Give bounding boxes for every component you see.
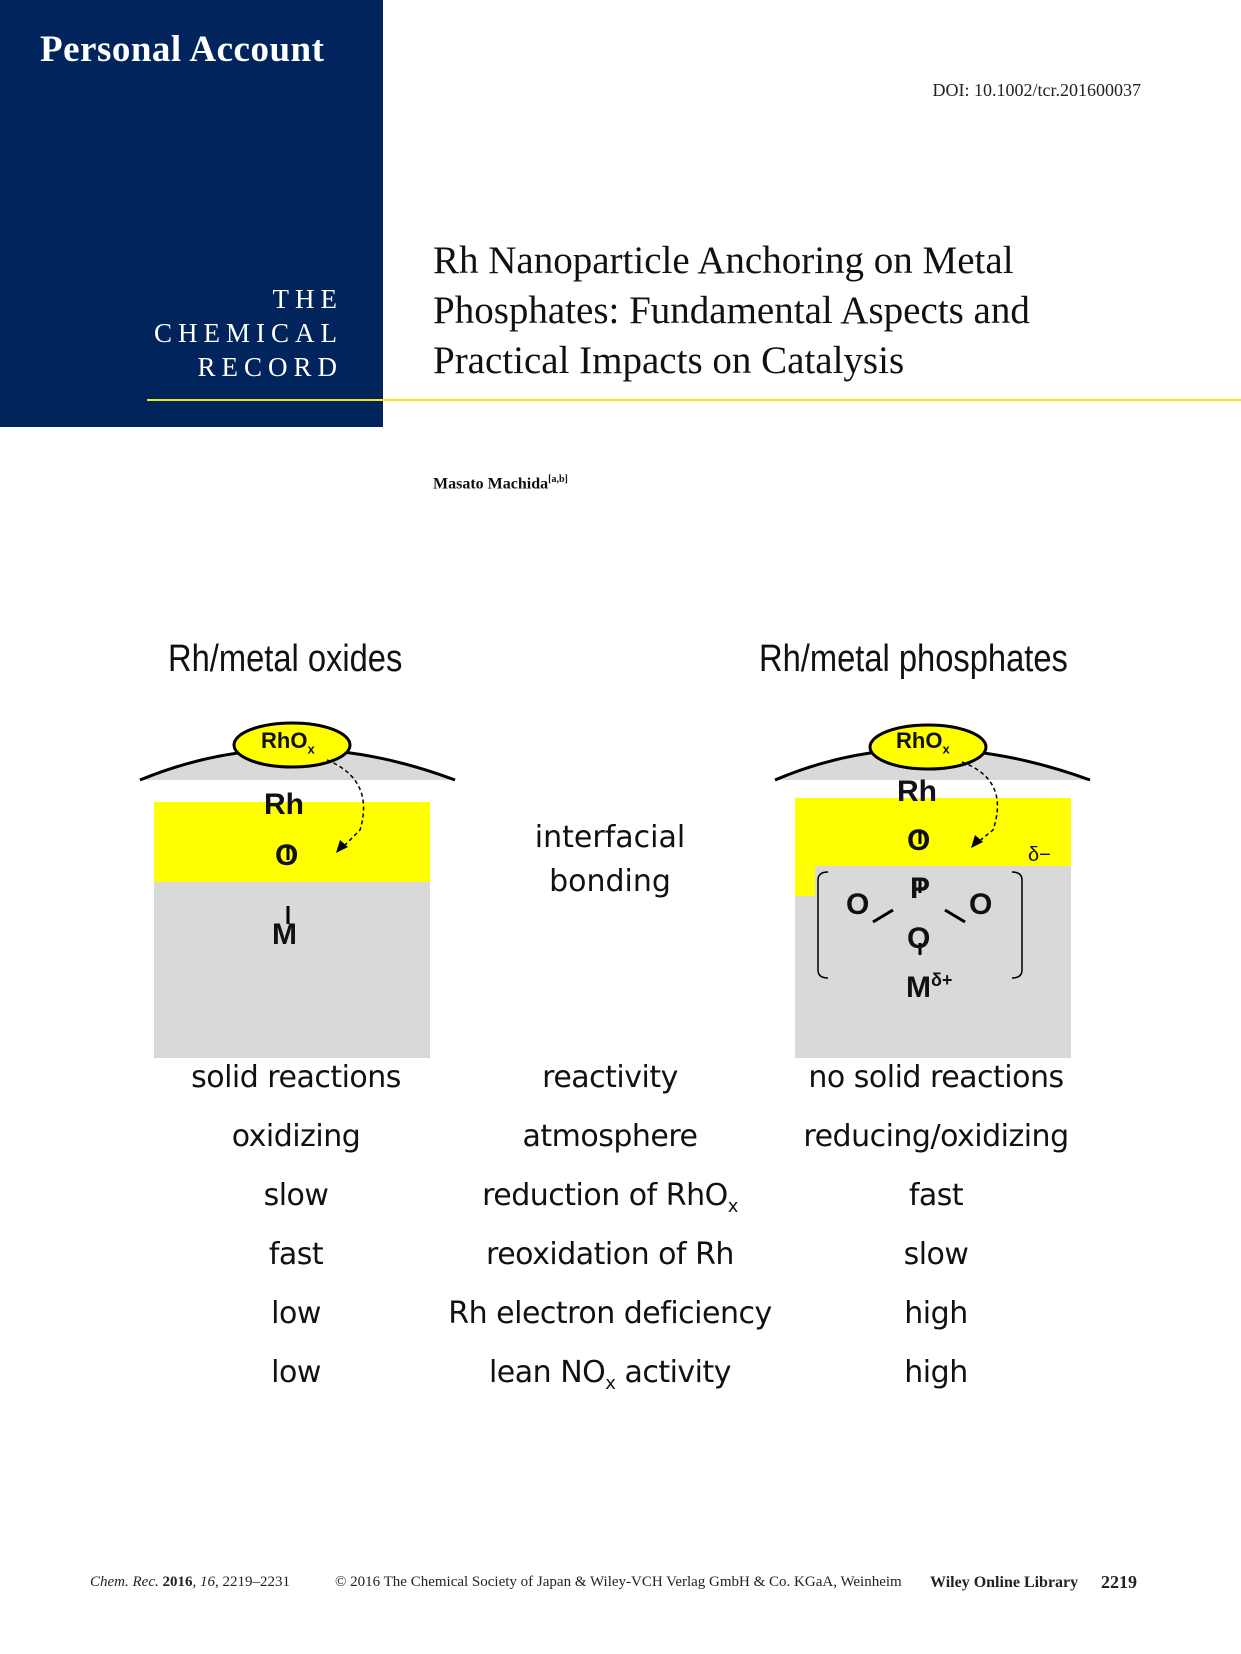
center-label: interfacial bonding [534,820,686,899]
header-rule [147,399,1241,401]
bracket-charge: δ− [1028,844,1051,866]
journal-name-line: RECORD [197,352,343,382]
phosphate-o-top: O [907,824,931,857]
right-particle-label: RhO$_x$ [896,728,950,757]
copyright: © 2016 The Chemical Society of Japan & Wiley-VCH Verlag GmbH & Co. KGaA, Weinheim [335,1574,902,1590]
property-cell: reduction of RhO$_x$ [482,1178,738,1217]
left-atom-m: M [272,918,297,951]
journal-banner [0,0,383,427]
wiley-online-library-link[interactable]: Wiley Online Library [930,1574,1079,1591]
title-line: Practical Impacts on Catalysis [433,339,905,382]
journal-name-line: CHEMICAL [154,318,343,348]
right-atom-rh: Rh [897,775,937,808]
affiliation-marks: [a,b] [548,474,568,485]
author-name: Masato Machida [433,475,549,493]
left-particle-label: RhO$_x$ [261,728,315,757]
journal-name [13,282,343,384]
left-atom-rh: Rh [264,788,304,821]
author [433,474,568,493]
journal-name-line: THE [272,284,343,314]
left-atom-o: O [275,839,299,872]
graphical-abstract: Rh/metal oxides Rh/metal phosphates Rh O M RhO$_x$ Rh O P O O O δ− $M^{\delta+}$ RhO$_x$ interfacial bonding solid reactions reactivity no solid reactions oxidizing atmosphere reducing/oxidizing slow reduction of RhO$_x$ fast fast reoxidation of Rh slow low Rh electron deficiency high low lean $NO_x$ activity high [0,620,1241,1420]
page-number: 2219 [1101,1572,1137,1592]
left-diagram [140,723,455,1058]
citation: Chem. Rec. 2016, 16, 2219–2231 [90,1574,290,1590]
metal-atom: $M^{\delta+}$ [906,970,953,1004]
phosphate-o-left: O [846,888,870,921]
left-panel-title: Rh/metal oxides [168,638,403,680]
property-cell: lean $NO_x$ activity [488,1355,732,1394]
phosphate-o-right: O [969,888,993,921]
article-title [433,236,1153,386]
doi[interactable]: DOI: 10.1002/tcr.201600037 [932,80,1141,100]
right-panel-title: Rh/metal phosphates [759,638,1068,680]
title-line: Rh Nanoparticle Anchoring on Metal [433,239,1014,282]
title-line: Phosphates: Fundamental Aspects and [433,289,1030,332]
phosphate-p: P [910,872,931,905]
phosphate-o-bottom: O [907,922,931,955]
section-label: Personal Account [40,29,325,70]
